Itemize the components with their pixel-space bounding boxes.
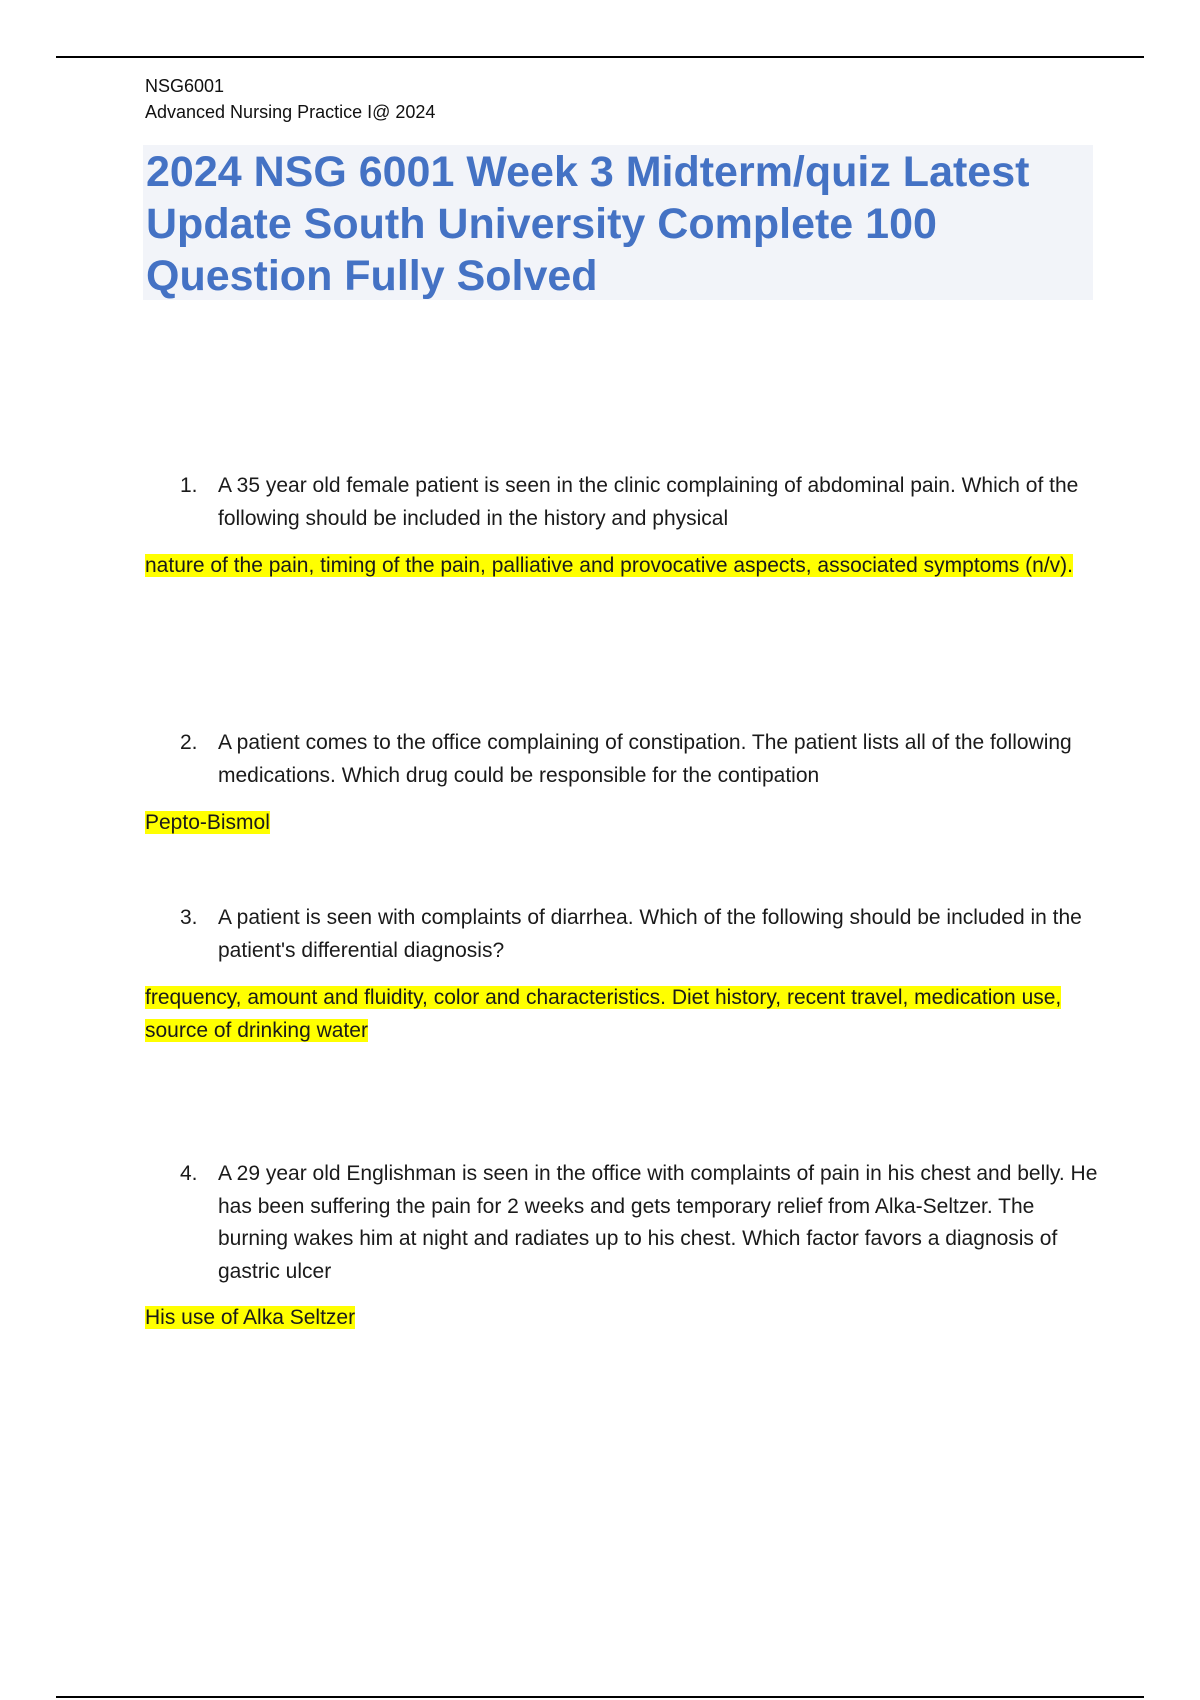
answer-2 xyxy=(145,807,1105,840)
answer-1 xyxy=(145,550,1105,583)
question-number: 1. xyxy=(180,474,198,497)
answer-text: His use of Alka Seltzer xyxy=(145,1306,356,1329)
question-1 xyxy=(180,470,1100,535)
answer-text: Pepto-Bismol xyxy=(145,811,270,834)
question-text: A 29 year old Englishman is seen in the office with complaints of pain in his chest and belly. He has been suffering the pain for 2 weeks and gets temporary relief from Alka-Seltzer. The burning wakes him at night and radiates up to his chest. Which factor favors a diagnosis of gastric ulcer xyxy=(218,1162,1098,1283)
document-header xyxy=(145,73,435,125)
question-text: A patient comes to the office complaining of constipation. The patient lists all of the following medications. Which drug could be responsible for the contipation xyxy=(218,731,1072,787)
answer-4 xyxy=(145,1302,1105,1335)
question-number: 3. xyxy=(180,906,198,929)
course-name: Advanced Nursing Practice I@ 2024 xyxy=(145,102,436,122)
question-number: 4. xyxy=(180,1162,198,1185)
bottom-rule xyxy=(56,1696,1144,1698)
document-title: 2024 NSG 6001 Week 3 Midterm/quiz Latest Update South University Complete 100 Question Fully Solved xyxy=(146,148,1030,300)
question-text: A 35 year old female patient is seen in the clinic complaining of abdominal pain. Which of the following should be included in the history and physical xyxy=(218,474,1079,530)
question-text: A patient is seen with complaints of diarrhea. Which of the following should be included in the patient's differential diagnosis? xyxy=(218,906,1082,962)
answer-text: nature of the pain, timing of the pain, palliative and provocative aspects, associated symptoms (n/v). xyxy=(145,554,1073,577)
question-4 xyxy=(180,1158,1100,1288)
answer-text: frequency, amount and fluidity, color and characteristics. Diet history, recent travel, medication use, source of drinking water xyxy=(145,986,1062,1042)
question-3 xyxy=(180,902,1100,967)
answer-3 xyxy=(145,982,1105,1047)
question-number: 2. xyxy=(180,731,198,754)
question-2 xyxy=(180,727,1100,792)
top-rule xyxy=(56,56,1144,58)
course-code: NSG6001 xyxy=(145,76,225,96)
